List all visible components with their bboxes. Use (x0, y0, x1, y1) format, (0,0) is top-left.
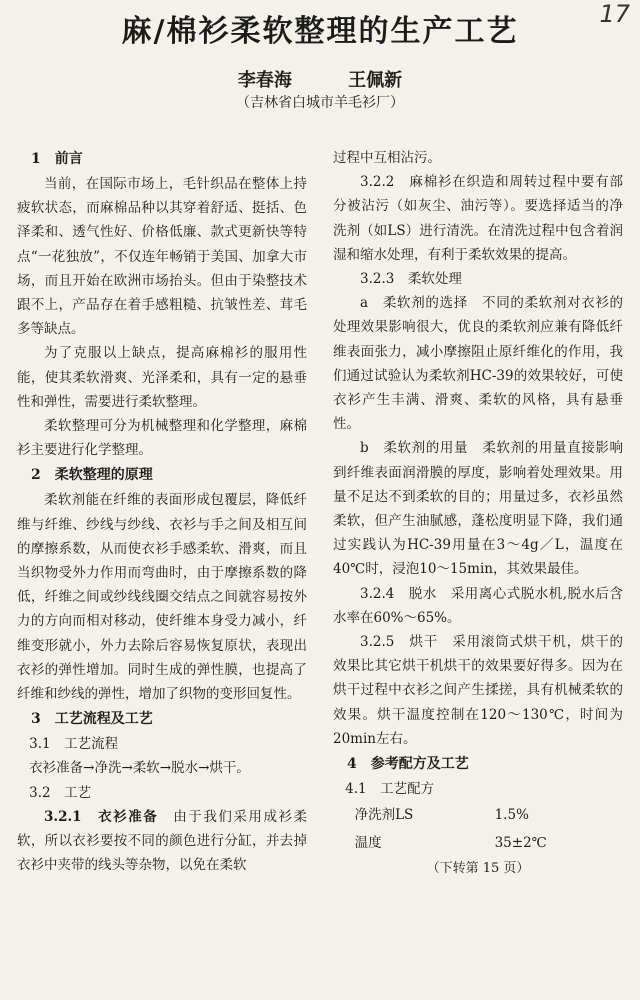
paragraph-text: 由于我们采用成衫柔软，所以衣衫要按不同的颜色进行分缸，并去掉衣衫中夹带的线头等杂物，以免在柔软 (17, 808, 307, 874)
paragraph: 3.2.5 烘干 采用滚筒式烘干机，烘干的效果比其它烘干机烘干的效果要好得多。因为在烘干过程中衣衫之间产生揉搓，具有机械柔软的效果。烘干温度控制在120～130℃，时间为20min左右。 (333, 634, 623, 747)
subsection-label: 3.2.1 衣衫准备 (44, 808, 159, 825)
paragraph-text: 柔软剂的用量直接影响到纤维表面润滑膜的厚度，影响着处理效果。用量不足达不到柔软的目的；用量过多，衣衫虽然柔软，但产生油腻感，蓬松度明显下降，我们通过实践认为HC-39用量在3～4g／L，温度在40℃时，浸泡10～15min，其效果最佳。 (333, 440, 623, 578)
paragraph (333, 291, 623, 436)
paragraph: 过程中互相沾污。 (333, 150, 441, 166)
section-heading: 1 前言 (31, 151, 83, 167)
subsection-heading: 3.1 工艺流程 (29, 736, 119, 753)
paragraph-text: 不同的柔软剂对衣衫的处理效果影响很大，优良的柔软剂应兼有降低纤维表面张力，减小摩擦阻止原纤维化的作用，我们通过试验认为柔软剂HC-39的效果较好，可使衣衫产生丰满、滑爽、柔软的风格，具有悬垂性。 (333, 295, 623, 433)
section-heading: 4 参考配方及工艺 (347, 756, 469, 773)
paragraph: 柔软剂能在纤维的表面形成包覆层，降低纤维与纤维、纱线与纱线、衣衫与手之间及相互间的摩擦系数，从而使衣衫手感柔软、滑爽，而且当织物受外力作用而弯曲时，由于摩擦系数的降低，纤维之间或纱线线圈交结点之间就容易按外力的方向而相对移动，使纤维本身受力减小，纤维变形就小，外力去除后容易恢复原状，表现出衣衫的弹性增加。同时生成的弹性膜，也提高了纤维和纱线的弹性，增加了织物的变形回复性。 (17, 492, 307, 703)
section-heading: 3 工艺流程及工艺 (31, 711, 153, 728)
paragraph: 3.2.4 脱水 采用离心式脱水机,脱水后含水率在60%～65%。 (333, 585, 623, 626)
page-corner-mark: 17 (599, 0, 630, 28)
recipe-value: 35±2℃ (494, 835, 547, 852)
paragraph (17, 805, 307, 878)
paragraph: 3.2.2 麻棉衫在织造和周转过程中要有部分被沾污（如灰尘、油污等）。要选择适当的净洗剂（如LS）进行清洗。在清洗过程中包含着润湿和缩水处理，有利于柔软效果的提高。 (333, 174, 623, 263)
section-heading: 2 柔软整理的原理 (31, 467, 153, 484)
continued-note: （下转第 15 页） (426, 861, 530, 877)
recipe-row (333, 801, 623, 829)
subsection-heading: 3.2 工艺 (29, 784, 92, 801)
paragraph: 柔软整理可分为机械整理和化学整理，麻棉衫主要进行化学整理。 (17, 418, 307, 459)
item-label: a 柔软剂的选择 (360, 295, 468, 312)
recipe-key: 净洗剂LS (354, 807, 414, 824)
right-column (333, 146, 623, 881)
item-label: b 柔软剂的用量 (360, 440, 469, 457)
paragraph: 为了克服以上缺点，提高麻棉衫的服用性能，使其柔软滑爽、光泽柔和，具有一定的悬垂性和弹性，需要进行柔软整理。 (17, 345, 307, 410)
recipe-value: 1.5% (494, 807, 529, 824)
paragraph: 当前，在国际市场上，毛针织品在整体上持疲软状态，而麻棉品种以其穿着舒适、挺括、色泽柔和、透气性好、价格低廉、款式更新快等特点“一花独放”，不仅连年畅销于美国、加拿大市场，而且开始在欧洲市场抬头。但由于染整技术跟不上，产品存在着手感粗糙、抗皱性差、茸毛多等缺点。 (17, 176, 307, 338)
subsection-heading: 4.1 工艺配方 (345, 781, 435, 798)
left-column (17, 146, 307, 877)
recipe-row (333, 829, 623, 857)
author-list (0, 66, 640, 92)
recipe-key: 温度 (354, 835, 382, 852)
paragraph (333, 436, 623, 581)
author-name: 王佩新 (348, 70, 403, 91)
subsection-heading: 3.2.3 柔软处理 (360, 271, 462, 288)
affiliation: （吉林省白城市羊毛衫厂） (236, 95, 404, 111)
paper-title: 麻/棉衫柔软整理的生产工艺 (121, 14, 519, 49)
process-flow: 衣衫准备→净洗→柔软→脱水→烘干。 (29, 760, 250, 777)
author-name: 李春海 (237, 70, 292, 91)
